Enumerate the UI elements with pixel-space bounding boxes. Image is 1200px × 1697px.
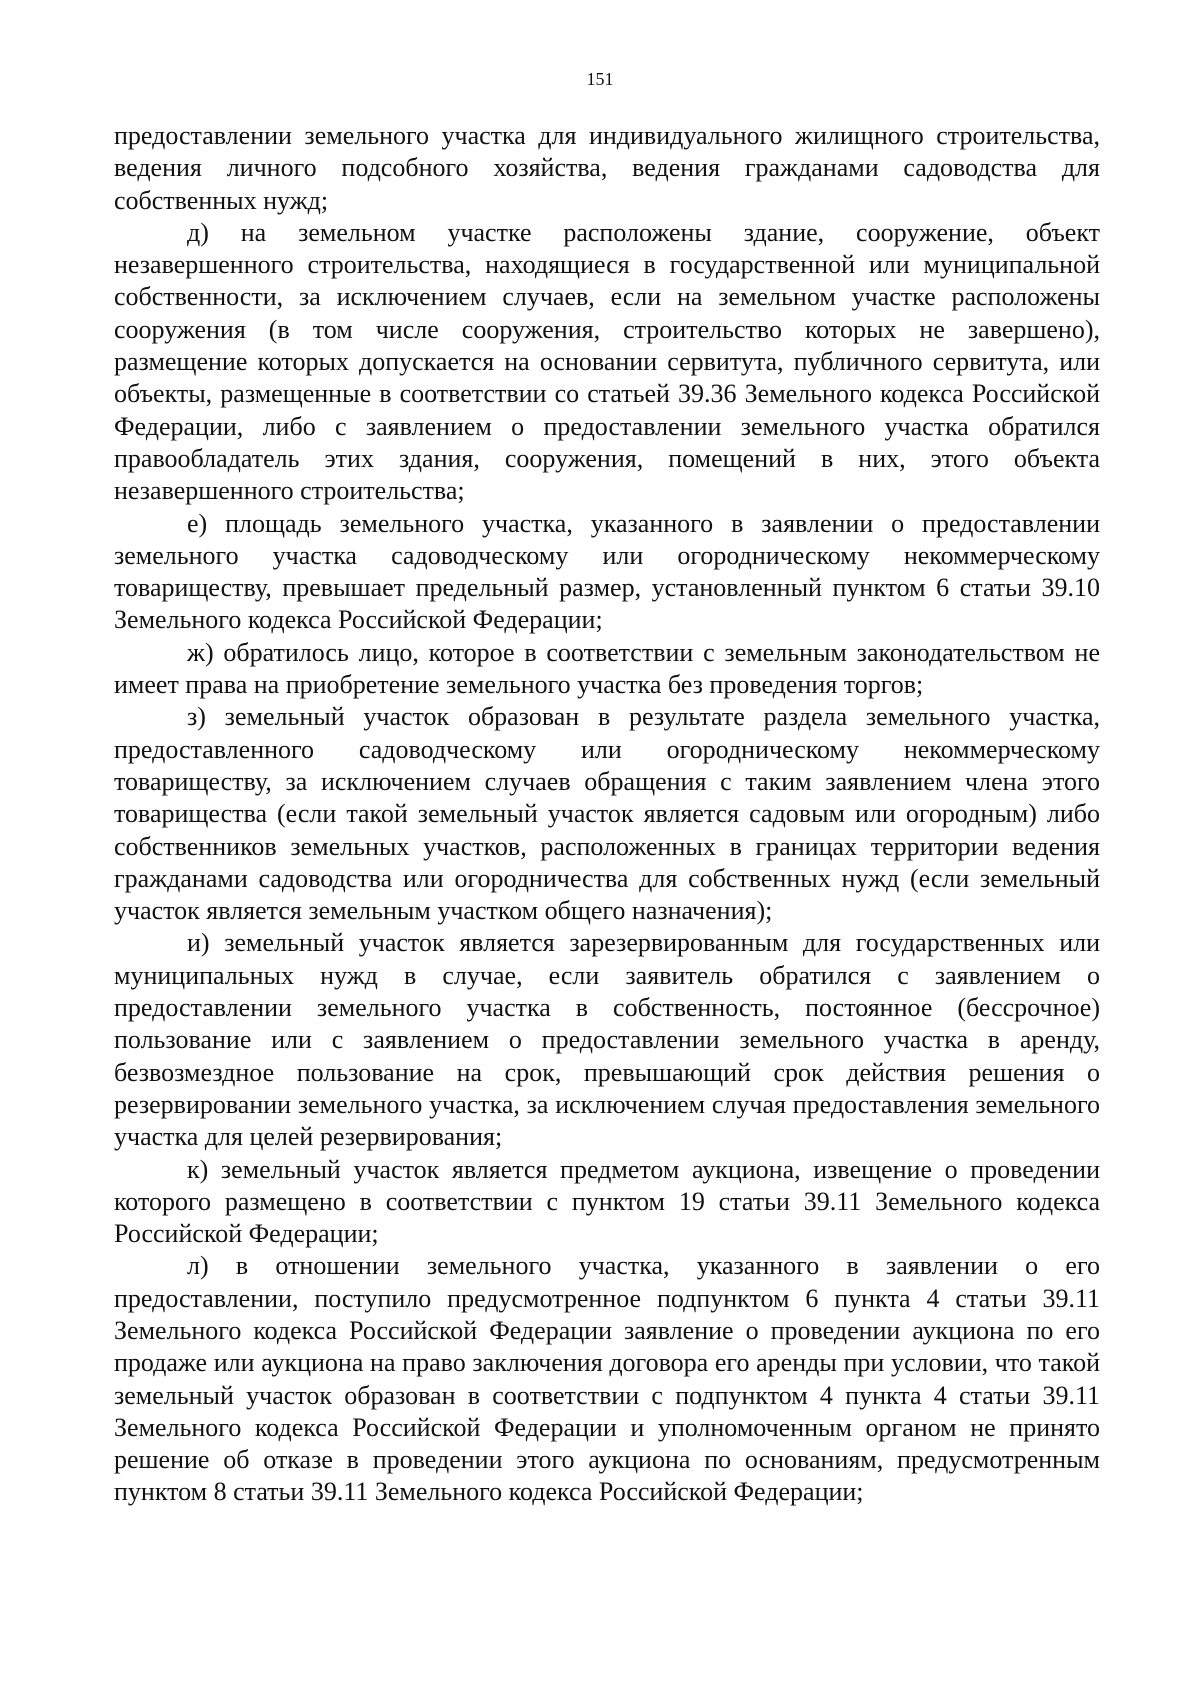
paragraph-item-zh: ж) обратилось лицо, которое в соответствии с земельным законодательством не имеет права на приобретение земельного участка без проведения торгов; xyxy=(114,637,1100,700)
page-number: 151 xyxy=(586,69,614,89)
paragraph-continuation: предоставлении земельного участка для индивидуального жилищного строительства, ведения личного подсобного хозяйства, ведения гражданами садоводства для собственных нужд; xyxy=(114,121,1100,215)
paragraph-item-l: л) в отношении земельного участка, указанного в заявлении о его предоставлении, поступило предусмотренное подпунктом 6 пункта 4 статьи 39.11 Земельного кодекса Российской Федерации заявление о проведении аукциона по его продаже или аукциона на право заключения договора его аренды при условии, что такой земельный участок образован в соответствии с подпунктом 4 пункта 4 статьи 39.11 Земельного кодекса Российской Федерации и уполномоченным органом не принято решение об отказе в проведении этого аукциона по основаниям, предусмотренным пунктом 8 статьи 39.11 Земельного кодекса Российской Федерации; xyxy=(114,1251,1100,1507)
paragraph-item-e: е) площадь земельного участка, указанного в заявлении о предоставлении земельного участка садоводческому или огородническому некоммерческому товариществу, превышает предельный размер, установленный пунктом 6 статьи 39.10 Земельного кодекса Российской Федерации; xyxy=(114,508,1100,635)
document-body xyxy=(114,120,1100,1509)
paragraph-item-d: д) на земельном участке расположены здание, сооружение, объект незавершенного строительства, находящиеся в государственной или муниципальной собственности, за исключением случаев, если на земельном участке расположены сооружения (в том числе сооружения, строительство которых не завершено), размещение которых допускается на основании сервитута, публичного сервитута, или объекты, размещенные в соответствии со статьей 39.36 Земельного кодекса Российской Федерации, либо с заявлением о предоставлении земельного участка обратился правообладатель этих здания, сооружения, помещений в них, этого объекта незавершенного строительства; xyxy=(114,217,1100,506)
paragraph-item-k: к) земельный участок является предметом аукциона, извещение о проведении которого размещено в соответствии с пунктом 19 статьи 39.11 Земельного кодекса Российской Федерации; xyxy=(114,1154,1100,1249)
paragraph-item-z: з) земельный участок образован в результате раздела земельного участка, предоставленного садоводческому или огородническому некоммерческому товариществу, за исключением случаев обращения с таким заявлением члена этого товарищества (если такой земельный участок является садовым или огородным) либо собственников земельных участков, расположенных в границах территории ведения гражданами садоводства или огородничества для собственных нужд (если земельный участок является земельным участком общего назначения); xyxy=(114,702,1100,926)
paragraph-item-i: и) земельный участок является зарезервированным для государственных или муниципальных нужд в случае, если заявитель обратился с заявлением о предоставлении земельного участка в собственность, постоянное (бессрочное) пользование или с заявлением о предоставлении земельного участка в аренду, безвозмездное пользование на срок, превышающий срок действия решения о резервировании земельного участка, за исключением случая предоставления земельного участка для целей резервирования; xyxy=(114,928,1100,1152)
